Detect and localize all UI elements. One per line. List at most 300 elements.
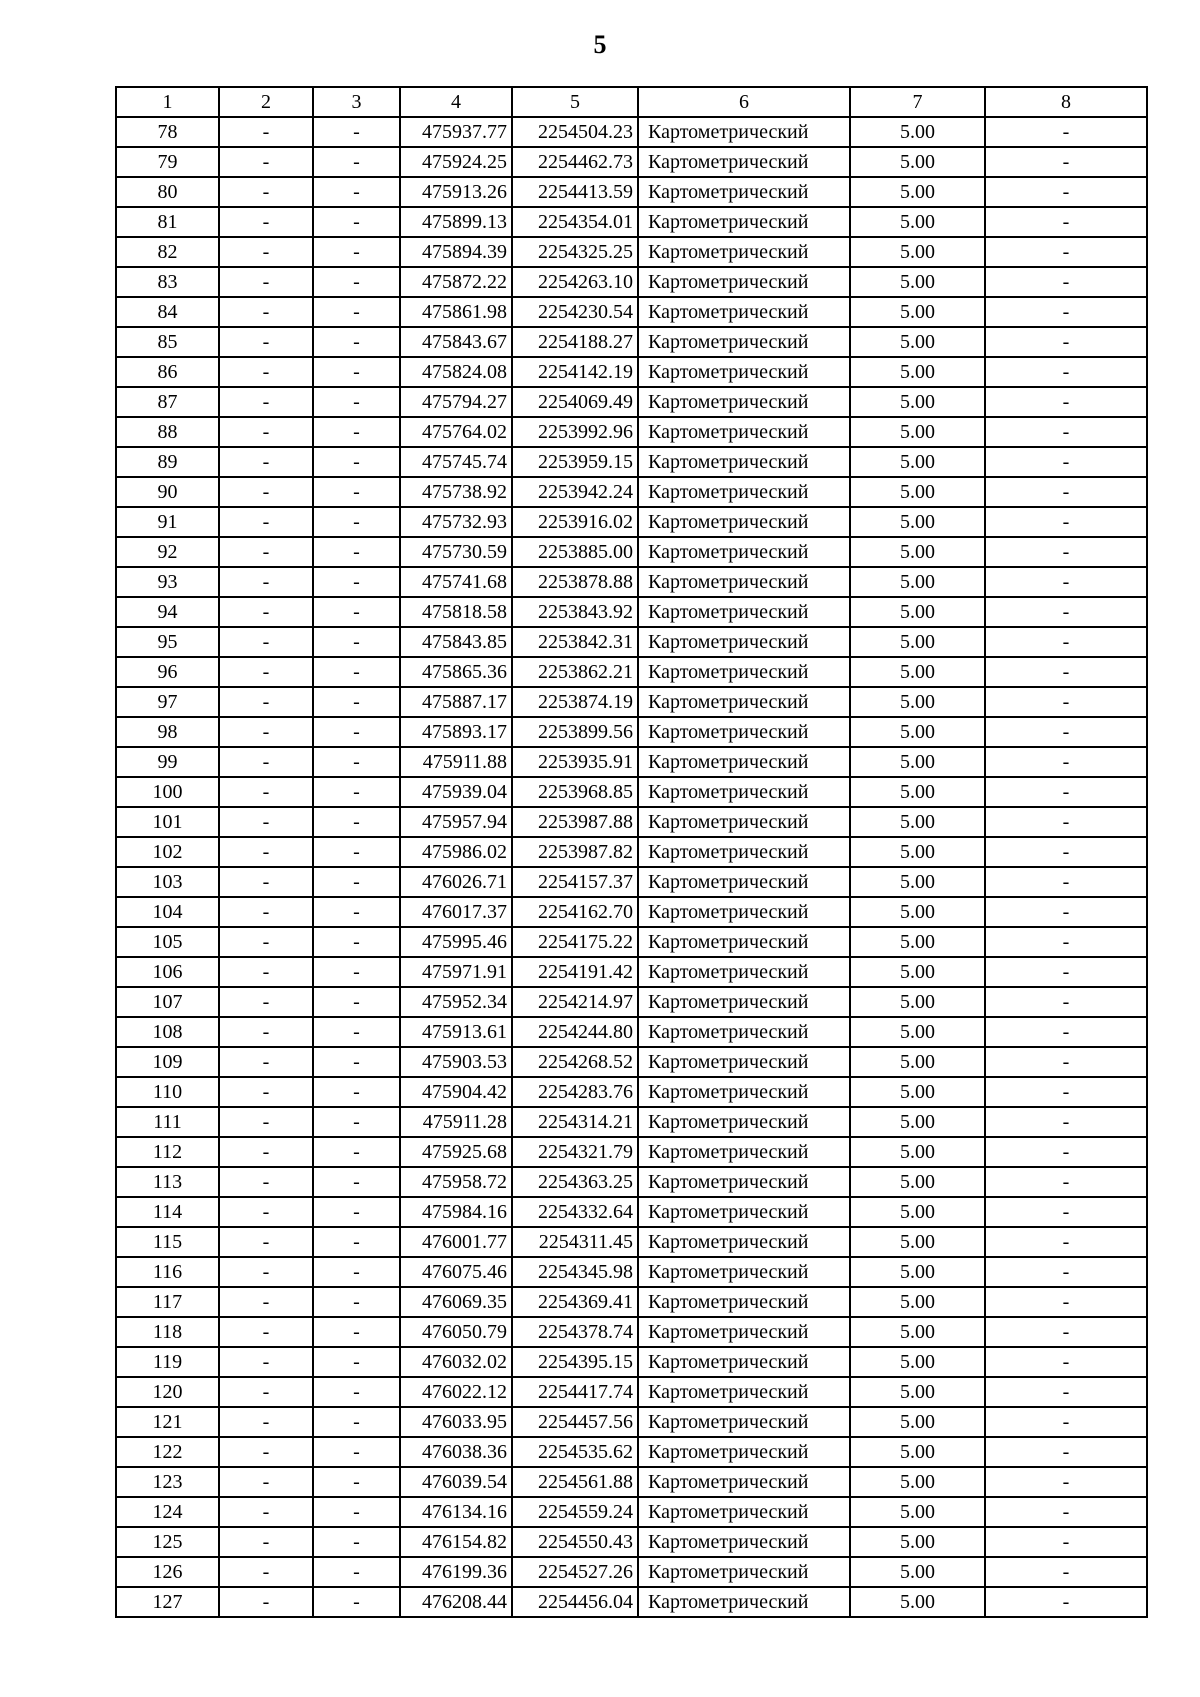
table-row	[116, 237, 1147, 267]
point-number-cell: 97	[116, 687, 219, 717]
accuracy-cell: 5.00	[850, 207, 985, 237]
column-2-cell: -	[219, 117, 313, 147]
method-cell: Картометрический	[638, 1557, 850, 1587]
y-coordinate-cell: 2253842.31	[512, 627, 638, 657]
column-8-cell: -	[985, 1467, 1147, 1497]
column-header: 5	[512, 87, 638, 117]
table-row	[116, 327, 1147, 357]
column-2-cell: -	[219, 657, 313, 687]
x-coordinate-cell: 475924.25	[400, 147, 512, 177]
x-coordinate-cell: 476154.82	[400, 1527, 512, 1557]
column-2-cell: -	[219, 687, 313, 717]
x-coordinate-cell: 476022.12	[400, 1377, 512, 1407]
point-number-cell: 117	[116, 1287, 219, 1317]
y-coordinate-cell: 2254354.01	[512, 207, 638, 237]
column-8-cell: -	[985, 687, 1147, 717]
y-coordinate-cell: 2254561.88	[512, 1467, 638, 1497]
accuracy-cell: 5.00	[850, 327, 985, 357]
table-row	[116, 927, 1147, 957]
column-8-cell: -	[985, 567, 1147, 597]
column-8-cell: -	[985, 1167, 1147, 1197]
column-3-cell: -	[313, 1557, 400, 1587]
table-row	[116, 1257, 1147, 1287]
method-cell: Картометрический	[638, 177, 850, 207]
y-coordinate-cell: 2254321.79	[512, 1137, 638, 1167]
method-cell: Картометрический	[638, 657, 850, 687]
accuracy-cell: 5.00	[850, 237, 985, 267]
accuracy-cell: 5.00	[850, 357, 985, 387]
method-cell: Картометрический	[638, 1047, 850, 1077]
y-coordinate-cell: 2254457.56	[512, 1407, 638, 1437]
accuracy-cell: 5.00	[850, 1407, 985, 1437]
accuracy-cell: 5.00	[850, 537, 985, 567]
column-3-cell: -	[313, 1227, 400, 1257]
x-coordinate-cell: 475986.02	[400, 837, 512, 867]
accuracy-cell: 5.00	[850, 267, 985, 297]
accuracy-cell: 5.00	[850, 837, 985, 867]
point-number-cell: 83	[116, 267, 219, 297]
x-coordinate-cell: 475904.42	[400, 1077, 512, 1107]
column-3-cell: -	[313, 717, 400, 747]
y-coordinate-cell: 2254345.98	[512, 1257, 638, 1287]
column-8-cell: -	[985, 1287, 1147, 1317]
column-2-cell: -	[219, 1347, 313, 1377]
method-cell: Картометрический	[638, 1017, 850, 1047]
method-cell: Картометрический	[638, 897, 850, 927]
column-2-cell: -	[219, 1317, 313, 1347]
column-3-cell: -	[313, 867, 400, 897]
x-coordinate-cell: 476075.46	[400, 1257, 512, 1287]
y-coordinate-cell: 2254162.70	[512, 897, 638, 927]
column-3-cell: -	[313, 897, 400, 927]
column-8-cell: -	[985, 1047, 1147, 1077]
method-cell: Картометрический	[638, 1257, 850, 1287]
point-number-cell: 106	[116, 957, 219, 987]
accuracy-cell: 5.00	[850, 687, 985, 717]
point-number-cell: 109	[116, 1047, 219, 1077]
x-coordinate-cell: 475925.68	[400, 1137, 512, 1167]
point-number-cell: 91	[116, 507, 219, 537]
column-8-cell: -	[985, 537, 1147, 567]
point-number-cell: 122	[116, 1437, 219, 1467]
column-2-cell: -	[219, 297, 313, 327]
table-row	[116, 1077, 1147, 1107]
column-2-cell: -	[219, 1467, 313, 1497]
column-3-cell: -	[313, 177, 400, 207]
column-3-cell: -	[313, 297, 400, 327]
table-row	[116, 387, 1147, 417]
y-coordinate-cell: 2253992.96	[512, 417, 638, 447]
method-cell: Картометрический	[638, 147, 850, 177]
x-coordinate-cell: 475971.91	[400, 957, 512, 987]
column-2-cell: -	[219, 1437, 313, 1467]
method-cell: Картометрический	[638, 1227, 850, 1257]
column-2-cell: -	[219, 897, 313, 927]
column-2-cell: -	[219, 357, 313, 387]
point-number-cell: 126	[116, 1557, 219, 1587]
accuracy-cell: 5.00	[850, 417, 985, 447]
column-header: 7	[850, 87, 985, 117]
point-number-cell: 108	[116, 1017, 219, 1047]
y-coordinate-cell: 2254363.25	[512, 1167, 638, 1197]
table-row	[116, 1377, 1147, 1407]
table-row	[116, 207, 1147, 237]
coordinates-table	[115, 86, 1148, 1618]
x-coordinate-cell: 475939.04	[400, 777, 512, 807]
table-row	[116, 597, 1147, 627]
table-row	[116, 1497, 1147, 1527]
method-cell: Картометрический	[638, 1407, 850, 1437]
table-row	[116, 1587, 1147, 1617]
method-cell: Картометрический	[638, 1287, 850, 1317]
point-number-cell: 96	[116, 657, 219, 687]
column-3-cell: -	[313, 987, 400, 1017]
method-cell: Картометрический	[638, 327, 850, 357]
point-number-cell: 94	[116, 597, 219, 627]
column-3-cell: -	[313, 957, 400, 987]
column-8-cell: -	[985, 837, 1147, 867]
column-8-cell: -	[985, 777, 1147, 807]
x-coordinate-cell: 475794.27	[400, 387, 512, 417]
table-row	[116, 1347, 1147, 1377]
column-3-cell: -	[313, 267, 400, 297]
column-3-cell: -	[313, 807, 400, 837]
table-row	[116, 987, 1147, 1017]
column-8-cell: -	[985, 1407, 1147, 1437]
y-coordinate-cell: 2253878.88	[512, 567, 638, 597]
table-row	[116, 687, 1147, 717]
point-number-cell: 121	[116, 1407, 219, 1437]
column-3-cell: -	[313, 627, 400, 657]
method-cell: Картометрический	[638, 237, 850, 267]
accuracy-cell: 5.00	[850, 1437, 985, 1467]
column-2-cell: -	[219, 1017, 313, 1047]
column-3-cell: -	[313, 657, 400, 687]
y-coordinate-cell: 2254504.23	[512, 117, 638, 147]
y-coordinate-cell: 2254175.22	[512, 927, 638, 957]
x-coordinate-cell: 475741.68	[400, 567, 512, 597]
accuracy-cell: 5.00	[850, 747, 985, 777]
table-body	[116, 117, 1147, 1617]
method-cell: Картометрический	[638, 597, 850, 627]
table-row	[116, 567, 1147, 597]
table-row	[116, 957, 1147, 987]
column-3-cell: -	[313, 1377, 400, 1407]
column-header: 3	[313, 87, 400, 117]
column-8-cell: -	[985, 207, 1147, 237]
y-coordinate-cell: 2254230.54	[512, 297, 638, 327]
x-coordinate-cell: 476032.02	[400, 1347, 512, 1377]
column-8-cell: -	[985, 297, 1147, 327]
method-cell: Картометрический	[638, 1167, 850, 1197]
method-cell: Картометрический	[638, 447, 850, 477]
column-8-cell: -	[985, 597, 1147, 627]
column-8-cell: -	[985, 1377, 1147, 1407]
x-coordinate-cell: 475952.34	[400, 987, 512, 1017]
method-cell: Картометрический	[638, 1587, 850, 1617]
column-2-cell: -	[219, 807, 313, 837]
table-row	[116, 507, 1147, 537]
point-number-cell: 82	[116, 237, 219, 267]
point-number-cell: 107	[116, 987, 219, 1017]
column-3-cell: -	[313, 537, 400, 567]
column-8-cell: -	[985, 1017, 1147, 1047]
column-2-cell: -	[219, 777, 313, 807]
method-cell: Картометрический	[638, 777, 850, 807]
accuracy-cell: 5.00	[850, 987, 985, 1017]
x-coordinate-cell: 475887.17	[400, 687, 512, 717]
y-coordinate-cell: 2253968.85	[512, 777, 638, 807]
method-cell: Картометрический	[638, 957, 850, 987]
y-coordinate-cell: 2254332.64	[512, 1197, 638, 1227]
column-8-cell: -	[985, 627, 1147, 657]
y-coordinate-cell: 2254191.42	[512, 957, 638, 987]
column-2-cell: -	[219, 267, 313, 297]
method-cell: Картометрический	[638, 687, 850, 717]
x-coordinate-cell: 475872.22	[400, 267, 512, 297]
column-8-cell: -	[985, 357, 1147, 387]
column-2-cell: -	[219, 747, 313, 777]
point-number-cell: 84	[116, 297, 219, 327]
column-8-cell: -	[985, 507, 1147, 537]
point-number-cell: 114	[116, 1197, 219, 1227]
accuracy-cell: 5.00	[850, 117, 985, 147]
x-coordinate-cell: 475913.61	[400, 1017, 512, 1047]
x-coordinate-cell: 475958.72	[400, 1167, 512, 1197]
point-number-cell: 124	[116, 1497, 219, 1527]
table-row	[116, 627, 1147, 657]
method-cell: Картометрический	[638, 297, 850, 327]
column-2-cell: -	[219, 597, 313, 627]
table-row	[116, 657, 1147, 687]
y-coordinate-cell: 2253935.91	[512, 747, 638, 777]
method-cell: Картометрический	[638, 567, 850, 597]
point-number-cell: 95	[116, 627, 219, 657]
accuracy-cell: 5.00	[850, 1137, 985, 1167]
column-2-cell: -	[219, 1497, 313, 1527]
y-coordinate-cell: 2254157.37	[512, 867, 638, 897]
column-3-cell: -	[313, 777, 400, 807]
column-8-cell: -	[985, 1257, 1147, 1287]
accuracy-cell: 5.00	[850, 1167, 985, 1197]
point-number-cell: 119	[116, 1347, 219, 1377]
point-number-cell: 80	[116, 177, 219, 207]
column-3-cell: -	[313, 117, 400, 147]
method-cell: Картометрический	[638, 1347, 850, 1377]
column-8-cell: -	[985, 1227, 1147, 1257]
column-8-cell: -	[985, 1077, 1147, 1107]
method-cell: Картометрический	[638, 747, 850, 777]
column-2-cell: -	[219, 447, 313, 477]
column-2-cell: -	[219, 1077, 313, 1107]
y-coordinate-cell: 2253959.15	[512, 447, 638, 477]
accuracy-cell: 5.00	[850, 627, 985, 657]
table-row	[116, 477, 1147, 507]
column-3-cell: -	[313, 1437, 400, 1467]
y-coordinate-cell: 2254263.10	[512, 267, 638, 297]
column-8-cell: -	[985, 267, 1147, 297]
accuracy-cell: 5.00	[850, 1497, 985, 1527]
table-row	[116, 537, 1147, 567]
column-2-cell: -	[219, 867, 313, 897]
accuracy-cell: 5.00	[850, 867, 985, 897]
column-8-cell: -	[985, 177, 1147, 207]
column-8-cell: -	[985, 117, 1147, 147]
column-2-cell: -	[219, 1137, 313, 1167]
accuracy-cell: 5.00	[850, 1467, 985, 1497]
column-2-cell: -	[219, 717, 313, 747]
table-row	[116, 1107, 1147, 1137]
column-3-cell: -	[313, 1197, 400, 1227]
x-coordinate-cell: 475843.85	[400, 627, 512, 657]
x-coordinate-cell: 475861.98	[400, 297, 512, 327]
x-coordinate-cell: 475818.58	[400, 597, 512, 627]
table-row	[116, 1287, 1147, 1317]
column-2-cell: -	[219, 1107, 313, 1137]
y-coordinate-cell: 2254268.52	[512, 1047, 638, 1077]
column-8-cell: -	[985, 237, 1147, 267]
method-cell: Картометрический	[638, 867, 850, 897]
point-number-cell: 118	[116, 1317, 219, 1347]
table-row	[116, 1557, 1147, 1587]
point-number-cell: 116	[116, 1257, 219, 1287]
table-row	[116, 1137, 1147, 1167]
column-8-cell: -	[985, 957, 1147, 987]
column-2-cell: -	[219, 207, 313, 237]
y-coordinate-cell: 2254550.43	[512, 1527, 638, 1557]
column-header: 8	[985, 87, 1147, 117]
y-coordinate-cell: 2254413.59	[512, 177, 638, 207]
column-8-cell: -	[985, 1137, 1147, 1167]
x-coordinate-cell: 476039.54	[400, 1467, 512, 1497]
column-8-cell: -	[985, 807, 1147, 837]
x-coordinate-cell: 475843.67	[400, 327, 512, 357]
point-number-cell: 98	[116, 717, 219, 747]
column-2-cell: -	[219, 1257, 313, 1287]
point-number-cell: 105	[116, 927, 219, 957]
x-coordinate-cell: 476017.37	[400, 897, 512, 927]
column-3-cell: -	[313, 927, 400, 957]
y-coordinate-cell: 2254311.45	[512, 1227, 638, 1257]
accuracy-cell: 5.00	[850, 957, 985, 987]
x-coordinate-cell: 475764.02	[400, 417, 512, 447]
column-3-cell: -	[313, 597, 400, 627]
accuracy-cell: 5.00	[850, 1227, 985, 1257]
column-8-cell: -	[985, 327, 1147, 357]
column-3-cell: -	[313, 1137, 400, 1167]
column-2-cell: -	[219, 147, 313, 177]
point-number-cell: 111	[116, 1107, 219, 1137]
x-coordinate-cell: 475732.93	[400, 507, 512, 537]
column-2-cell: -	[219, 477, 313, 507]
x-coordinate-cell: 475865.36	[400, 657, 512, 687]
table-row	[116, 177, 1147, 207]
method-cell: Картометрический	[638, 1377, 850, 1407]
y-coordinate-cell: 2254559.24	[512, 1497, 638, 1527]
x-coordinate-cell: 476033.95	[400, 1407, 512, 1437]
accuracy-cell: 5.00	[850, 1377, 985, 1407]
accuracy-cell: 5.00	[850, 1017, 985, 1047]
x-coordinate-cell: 476134.16	[400, 1497, 512, 1527]
column-8-cell: -	[985, 447, 1147, 477]
table-row	[116, 1407, 1147, 1437]
column-2-cell: -	[219, 1287, 313, 1317]
accuracy-cell: 5.00	[850, 507, 985, 537]
column-2-cell: -	[219, 567, 313, 597]
column-2-cell: -	[219, 1407, 313, 1437]
method-cell: Картометрический	[638, 267, 850, 297]
y-coordinate-cell: 2254244.80	[512, 1017, 638, 1047]
column-2-cell: -	[219, 537, 313, 567]
x-coordinate-cell: 475911.88	[400, 747, 512, 777]
table-row	[116, 1317, 1147, 1347]
column-3-cell: -	[313, 1497, 400, 1527]
x-coordinate-cell: 475957.94	[400, 807, 512, 837]
column-3-cell: -	[313, 687, 400, 717]
point-number-cell: 85	[116, 327, 219, 357]
method-cell: Картометрический	[638, 1437, 850, 1467]
column-3-cell: -	[313, 447, 400, 477]
y-coordinate-cell: 2254395.15	[512, 1347, 638, 1377]
column-8-cell: -	[985, 927, 1147, 957]
column-2-cell: -	[219, 1587, 313, 1617]
accuracy-cell: 5.00	[850, 1107, 985, 1137]
column-2-cell: -	[219, 837, 313, 867]
column-2-cell: -	[219, 1047, 313, 1077]
x-coordinate-cell: 476050.79	[400, 1317, 512, 1347]
y-coordinate-cell: 2254535.62	[512, 1437, 638, 1467]
table-header-row	[116, 87, 1147, 117]
table-row	[116, 867, 1147, 897]
x-coordinate-cell: 475738.92	[400, 477, 512, 507]
column-3-cell: -	[313, 207, 400, 237]
point-number-cell: 90	[116, 477, 219, 507]
x-coordinate-cell: 475937.77	[400, 117, 512, 147]
column-3-cell: -	[313, 1017, 400, 1047]
point-number-cell: 120	[116, 1377, 219, 1407]
method-cell: Картометрический	[638, 417, 850, 447]
accuracy-cell: 5.00	[850, 1317, 985, 1347]
accuracy-cell: 5.00	[850, 927, 985, 957]
table-row	[116, 837, 1147, 867]
column-2-cell: -	[219, 1227, 313, 1257]
accuracy-cell: 5.00	[850, 807, 985, 837]
method-cell: Картометрический	[638, 807, 850, 837]
column-2-cell: -	[219, 957, 313, 987]
page-number: 5	[593, 30, 607, 59]
column-2-cell: -	[219, 987, 313, 1017]
y-coordinate-cell: 2253942.24	[512, 477, 638, 507]
x-coordinate-cell: 476026.71	[400, 867, 512, 897]
accuracy-cell: 5.00	[850, 1257, 985, 1287]
table-row	[116, 1437, 1147, 1467]
column-2-cell: -	[219, 927, 313, 957]
column-8-cell: -	[985, 897, 1147, 927]
x-coordinate-cell: 475995.46	[400, 927, 512, 957]
column-3-cell: -	[313, 747, 400, 777]
point-number-cell: 103	[116, 867, 219, 897]
method-cell: Картометрический	[638, 927, 850, 957]
point-number-cell: 112	[116, 1137, 219, 1167]
column-3-cell: -	[313, 327, 400, 357]
accuracy-cell: 5.00	[850, 1557, 985, 1587]
point-number-cell: 125	[116, 1527, 219, 1557]
method-cell: Картометрический	[638, 117, 850, 147]
column-header: 4	[400, 87, 512, 117]
column-8-cell: -	[985, 987, 1147, 1017]
accuracy-cell: 5.00	[850, 657, 985, 687]
column-2-cell: -	[219, 507, 313, 537]
